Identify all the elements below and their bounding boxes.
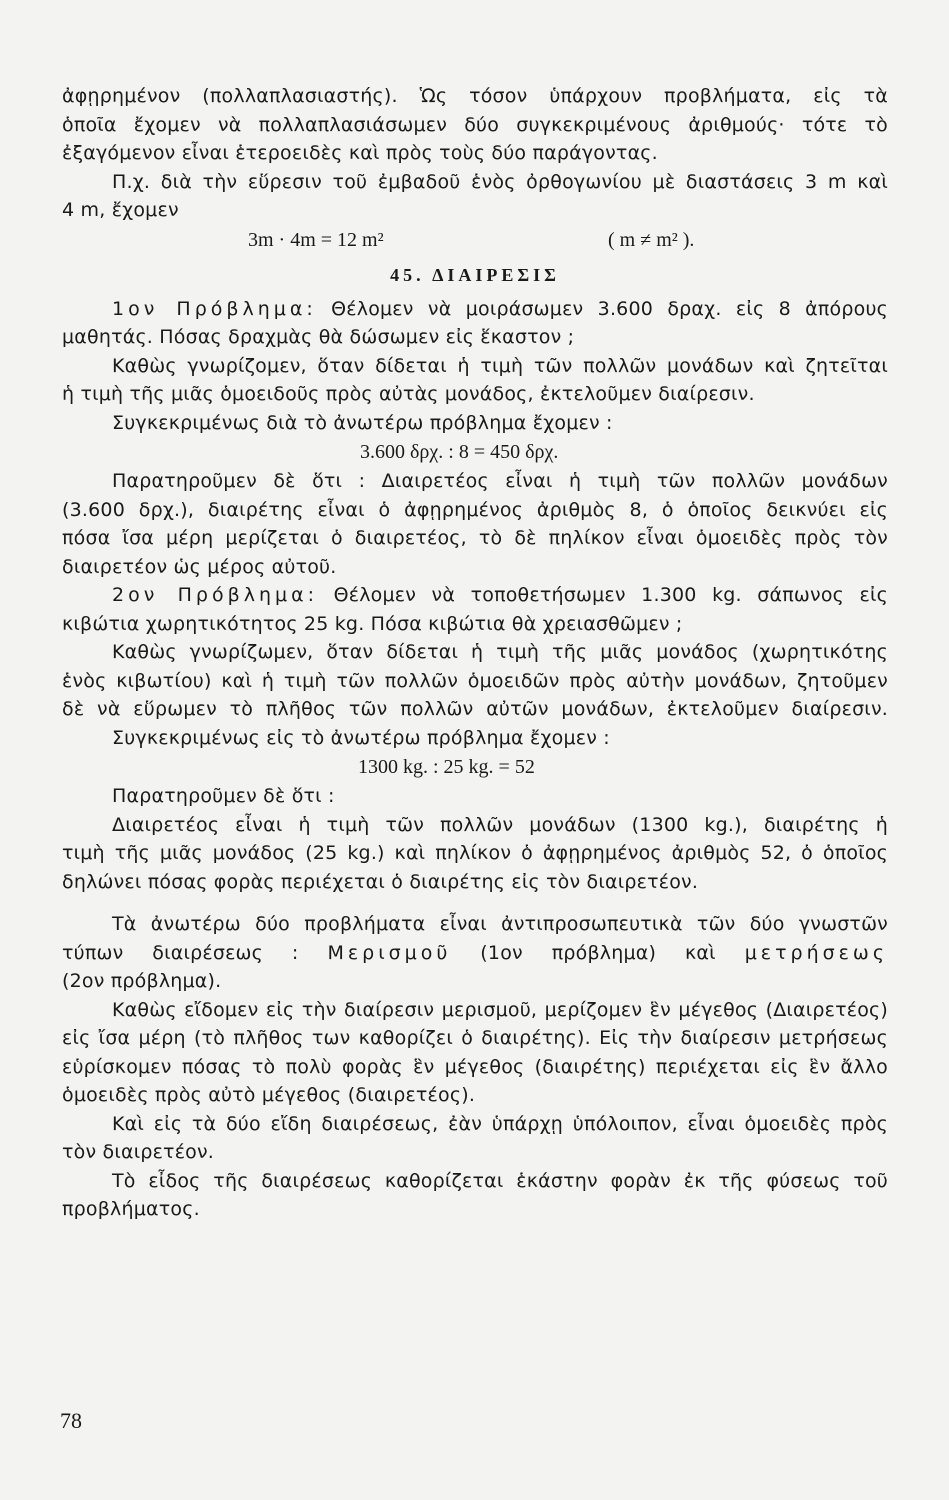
text-line: Παρατηροῦμεν δὲ ὅτι : Διαιρετέος εἶναι ἡ τιμὴ τῶν πολλῶν μονάδων: [112, 470, 888, 492]
text-line: εὑρίσκομεν πόσας τὸ πολὺ φορὰς ἓν μέγεθος (διαιρέτης) περιέχεται εἰς ἓν ἄλλο: [62, 1055, 888, 1078]
text-line: Καθὼς γνωρίζομεν, ὅταν δίδεται ἡ τιμὴ τῶν πολλῶν μονάδων καὶ ζητεῖται: [112, 354, 888, 377]
text-line: Διαιρετέος εἶναι ἡ τιμὴ τῶν πολλῶν μονάδων (1300 kg.), διαιρέτης ἡ: [112, 813, 888, 836]
problem-1-label: 1ον Πρόβλημα:: [112, 297, 317, 320]
division-types-line: τύπων διαιρέσεως : Μερισμοῦ (1ον πρόβλημα) καὶ μετρήσεως: [62, 941, 888, 964]
text-line: ἀφῃρημένον (πολλαπλασιαστής). Ὡς τόσον ὑπάρχουν προβλήματα, εἰς τὰ: [62, 85, 888, 107]
text-line: πόσα ἴσα μέρη μερίζεται ὁ διαιρετέος, τὸ δὲ πηλίκον εἶναι ὁμοειδὲς πρὸς τὸν: [62, 527, 888, 549]
equation-note: ( m ≠ m² ).: [608, 228, 695, 251]
problem-2-first-line: 2ον Πρόβλημα: Θέλομεν νὰ τοποθετήσωμεν 1.300 kg. σάπωνος εἰς: [112, 584, 888, 606]
page-body: [62, 82, 888, 1224]
text-line: Παρατηροῦμεν δὲ ὅτι :: [112, 785, 335, 807]
term-metriseos: μετρήσεως: [744, 941, 888, 964]
text-line: (2ον πρόβλημα).: [62, 970, 222, 992]
text-line: Συγκεκριμένως εἰς τὸ ἀνωτέρω πρόβλημα ἔχομεν :: [112, 726, 610, 749]
text-line: Τὰ ἀνωτέρω δύο προβλήματα εἶναι ἀντιπροσωπευτικὰ τῶν δύο γνωστῶν: [112, 913, 888, 935]
equation-division-1: 3.600 δρχ. : 8 = 450 δρχ.: [360, 441, 559, 463]
problem-2-label: 2ον Πρόβλημα:: [112, 584, 319, 606]
text-line: 4 m, ἔχομεν: [62, 199, 179, 221]
text-line: τὸν διαιρετέον.: [62, 1141, 215, 1163]
equation-division-2: 1300 kg. : 25 kg. = 52: [358, 756, 535, 778]
page-number: 78: [60, 1408, 82, 1433]
text-line: Καθὼς εἴδομεν εἰς τὴν διαίρεσιν μερισμοῦ, μερίζομεν ἓν μέγεθος (Διαιρετέος): [112, 998, 888, 1021]
section-heading: 45. ΔΙΑΙΡΕΣΙΣ: [390, 264, 560, 285]
text-line: δηλώνει πόσας φορὰς περιέχεται ὁ διαιρέτης εἰς τὸν διαιρετέον.: [62, 870, 699, 893]
equation-area: [62, 225, 888, 255]
text-line: προβλήματος.: [62, 1198, 200, 1220]
equation-expression: 3m · 4m = 12 m²: [248, 228, 384, 251]
text-line: Συγκεκριμένως διὰ τὸ ἀνωτέρω πρόβλημα ἔχομεν :: [112, 411, 613, 434]
text-line: (3.600 δρχ.), διαιρέτης εἶναι ὁ ἀφῃρημένος ἀριθμὸς 8, ὁ ὁποῖος δεικνύει εἰς: [62, 498, 888, 521]
text-line: διαιρετέον ὡς μέρος αὐτοῦ.: [62, 555, 337, 578]
text-line: ὁμοειδὲς πρὸς αὐτὸ μέγεθος (διαιρετέος).: [62, 1084, 476, 1106]
text-line: τιμὴ τῆς μιᾶς μονάδος (25 kg.) καὶ πηλίκον ὁ ἀφῃρημένος ἀριθμὸς 52, ὁ ὁποῖος: [62, 842, 888, 864]
text-line: Τὸ εἶδος τῆς διαιρέσεως καθορίζεται ἑκάστην φορὰν ἐκ τῆς φύσεως τοῦ: [112, 1169, 888, 1192]
text-line: κιβώτια χωρητικότητος 25 kg. Πόσα κιβώτια θὰ χρειασθῶμεν ;: [62, 612, 683, 635]
term-merismou: Μερισμοῦ: [327, 941, 452, 964]
problem-1-first-line: 1ον Πρόβλημα: Θέλομεν νὰ μοιράσωμεν 3.600 δραχ. εἰς 8 ἀπόρους: [112, 297, 889, 320]
text-line: Π.χ. διὰ τὴν εὕρεσιν τοῦ ἐμβαδοῦ ἑνὸς ὀρθογωνίου μὲ διαστάσεις 3 m καὶ: [112, 170, 888, 193]
text-line: ἐξαγόμενον εἶναι ἑτεροειδὲς καὶ πρὸς τοὺς δύο παράγοντας.: [62, 142, 658, 164]
text-line: ὁποῖα ἔχομεν νὰ πολλαπλασιάσωμεν δύο συγκεκριμένους ἀριθμούς· τότε τὸ: [62, 113, 888, 136]
text-line: Καὶ εἰς τὰ δύο εἴδη διαιρέσεως, ἐὰν ὑπάρχῃ ὑπόλοιπον, εἶναι ὁμοειδὲς πρὸς: [112, 1112, 888, 1135]
text-line: Καθὼς γνωρίζωμεν, ὅταν δίδεται ἡ τιμὴ τῆς μιᾶς μονάδος (χωρητικότης: [112, 641, 888, 663]
text-line: εἰς ἴσα μέρη (τὸ πλῆθος των καθορίζει ὁ διαιρέτης). Εἰς τὴν διαίρεσιν μετρήσεως: [62, 1027, 888, 1049]
text-line: δὲ νὰ εὕρωμεν τὸ πλῆθος τῶν πολλῶν αὐτῶν μονάδων, ἐκτελοῦμεν διαίρεσιν.: [62, 698, 888, 720]
text-line: ἑνὸς κιβωτίου) καὶ ἡ τιμὴ τῶν πολλῶν ὁμοειδῶν πρὸς αὐτὴν μονάδων, ζητοῦμεν: [62, 669, 888, 692]
text-line: ἡ τιμὴ τῆς μιᾶς ὁμοειδοῦς πρὸς αὐτὰς μονάδος, ἐκτελοῦμεν διαίρεσιν.: [62, 383, 755, 405]
text-line: μαθητάς. Πόσας δραχμὰς θὰ δώσωμεν εἰς ἕκαστον ;: [62, 326, 575, 348]
